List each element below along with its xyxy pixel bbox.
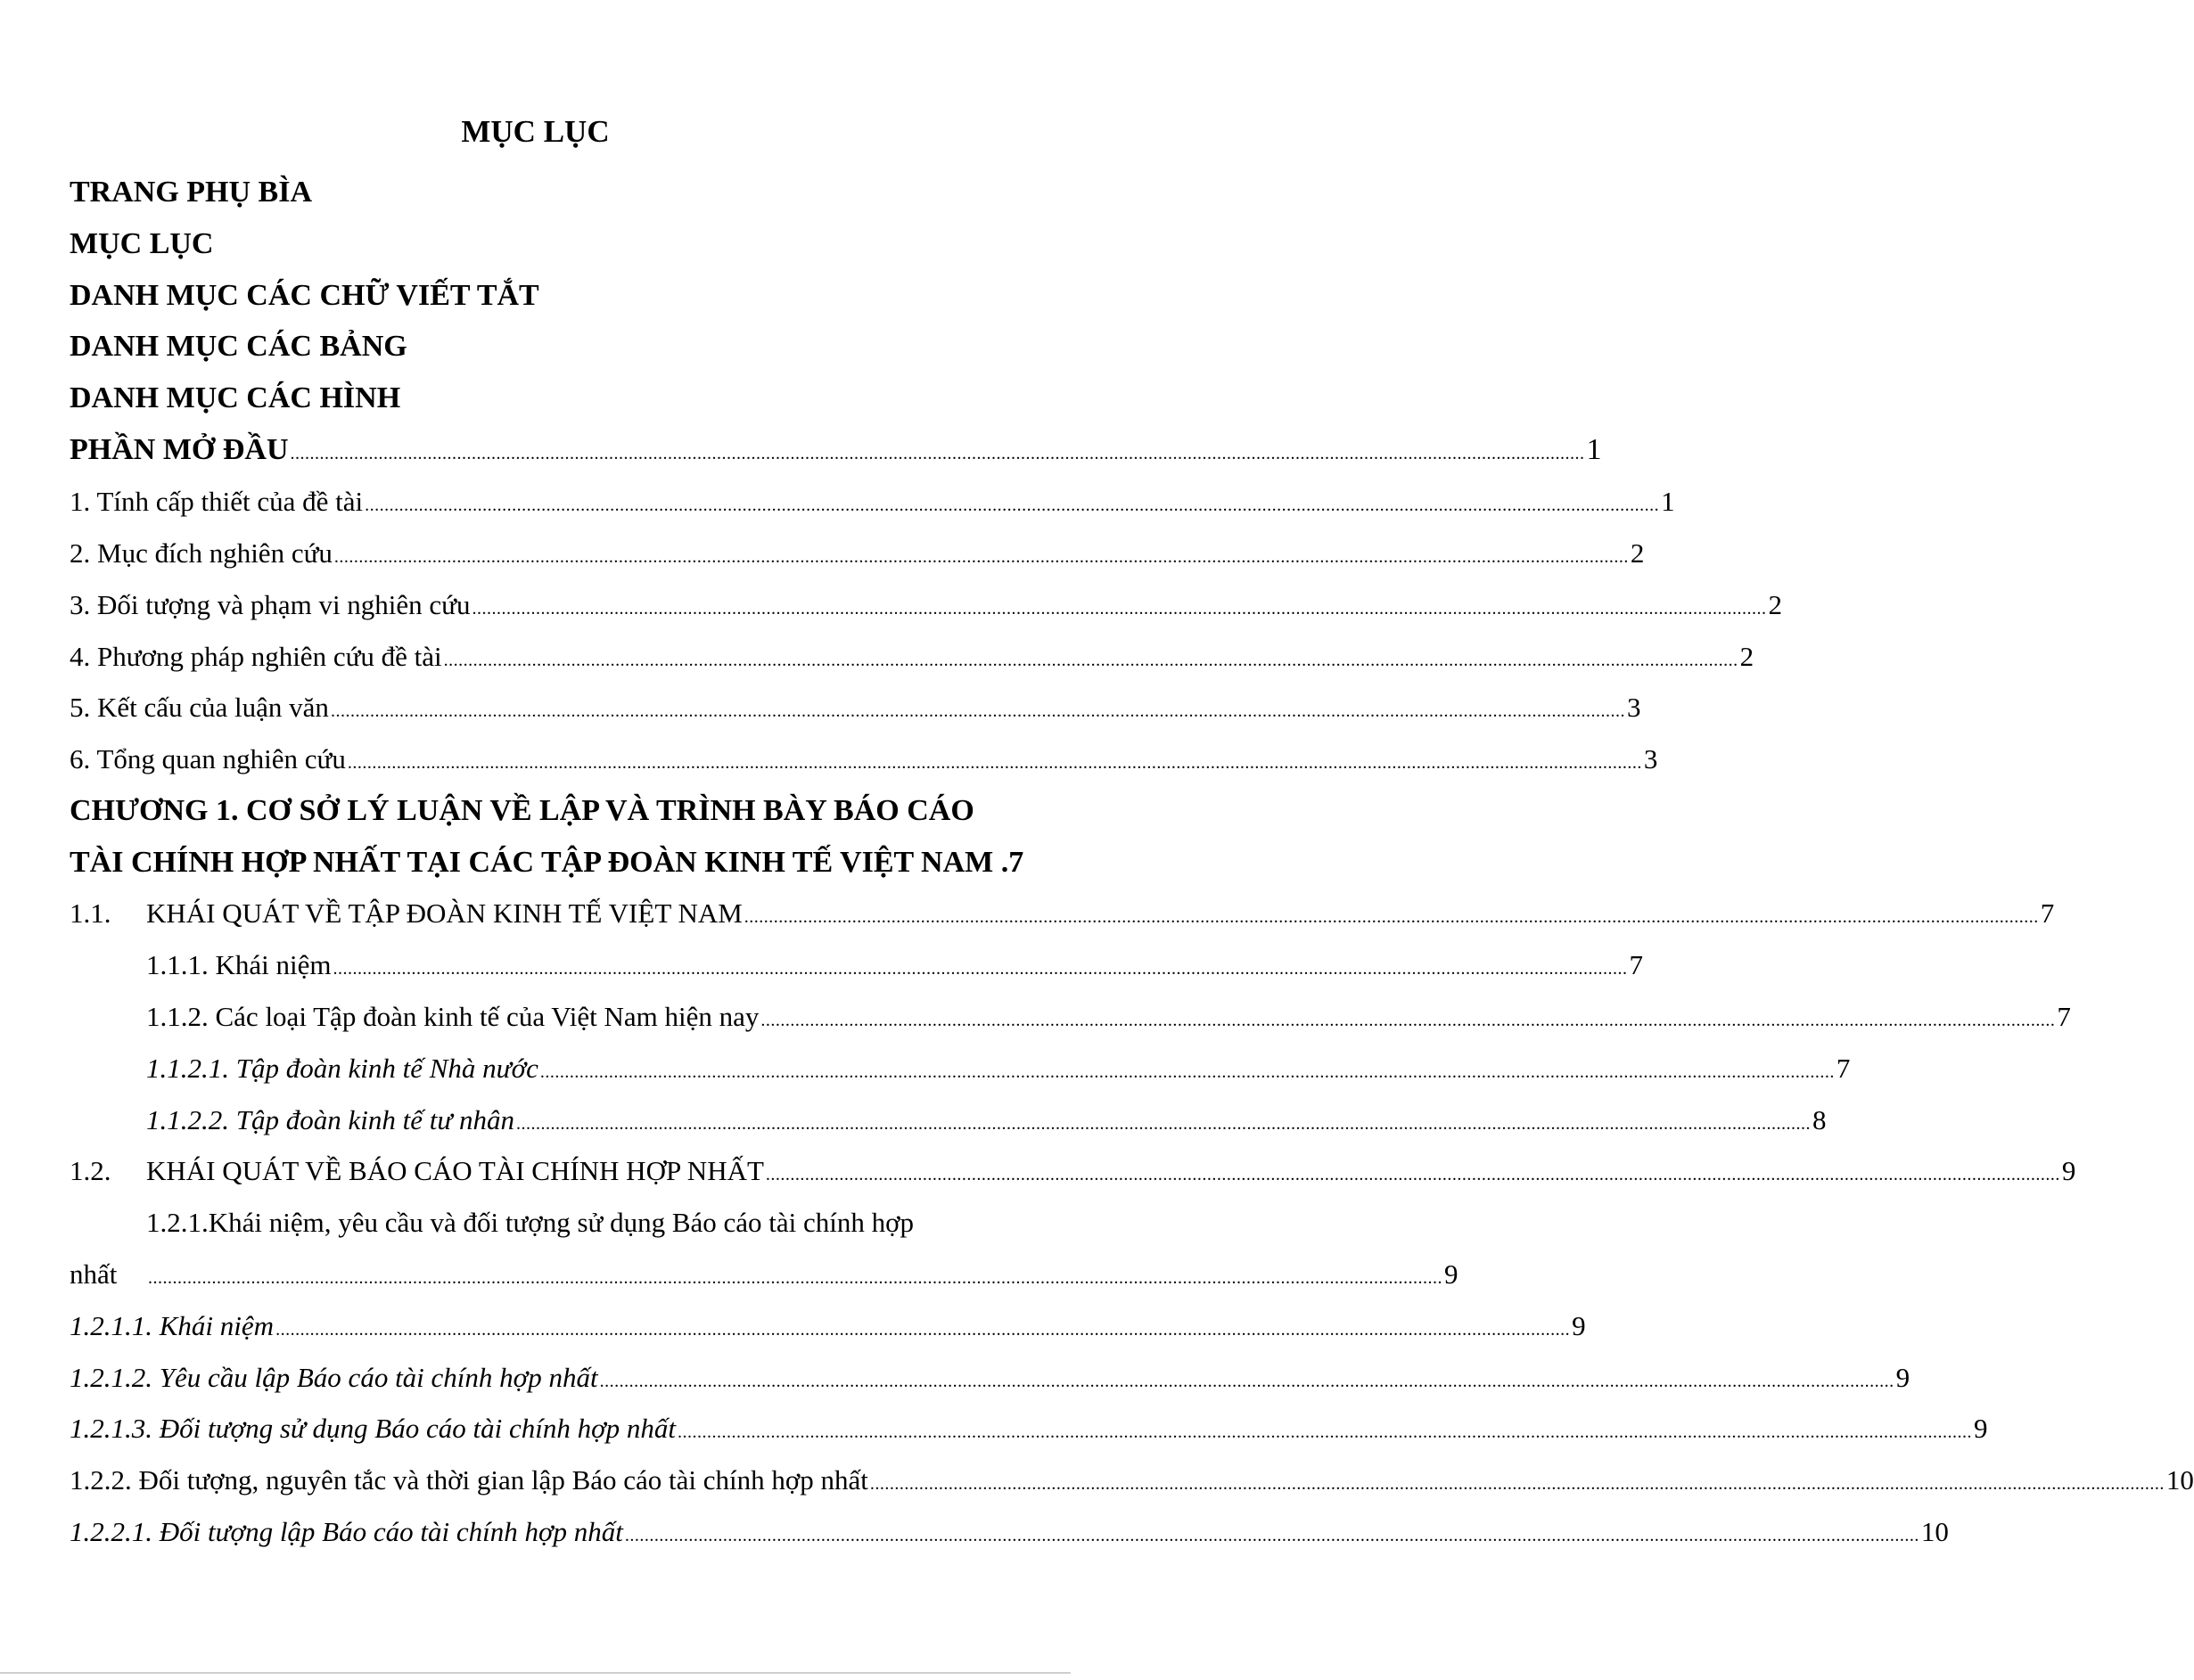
toc-label: 1.2.1.2. Yêu cầu lập Báo cáo tài chính hợp nhất [70, 1362, 598, 1393]
toc-section-1-1-1[interactable] [146, 946, 1643, 985]
toc-label: nhất [70, 1258, 118, 1290]
toc-page-number: 3 [1643, 743, 1658, 774]
toc-number: 1.1. [70, 897, 111, 929]
toc-leader: ........................................................................................................................................................................................................................................................................ [333, 959, 1628, 979]
toc-section-1-2-2[interactable] [70, 1461, 2194, 1500]
toc-label: 1.1.2. Các loại Tập đoàn kinh tế của Việt Nam hiện nay [146, 1001, 760, 1032]
toc-leader: ........................................................................................................................................................................................................................................................................ [599, 1372, 1894, 1391]
toc-leader: ........................................................................................................................................................................................................................................................................ [539, 1062, 1835, 1082]
page-title: MỤC LỤC [461, 114, 610, 149]
toc-section-6[interactable] [70, 740, 1658, 779]
toc-leader: ........................................................................................................................................................................................................................................................................ [148, 1268, 1442, 1288]
toc-leader: ........................................................................................................................................................................................................................................................................ [624, 1526, 1919, 1545]
toc-page-number: 9 [2061, 1155, 2076, 1186]
toc-leader: ........................................................................................................................................................................................................................................................................ [275, 1320, 1571, 1340]
toc-leader: ........................................................................................................................................................................................................................................................................ [290, 444, 1585, 463]
toc-label: 1.1.2.2. Tập đoàn kinh tế tư nhân [146, 1104, 515, 1135]
toc-section-5[interactable] [70, 688, 1641, 727]
toc-label: 1.2.2.1. Đối tượng lập Báo cáo tài chính hợp nhất [70, 1516, 623, 1547]
toc-page-number: 7 [1008, 846, 1024, 879]
toc-leader: ........................................................................................................................................................................................................................................................................ [869, 1474, 2165, 1494]
toc-section-1-2-1-3[interactable] [70, 1409, 1988, 1448]
toc-leader: ........................................................................................................................................................................................................................................................................ [365, 496, 1660, 515]
toc-section-3[interactable] [70, 586, 1782, 625]
toc-page-number: 7 [2057, 1001, 2071, 1032]
toc-label: TÀI CHÍNH HỢP NHẤT TẠI CÁC TẬP ĐOÀN KINH TẾ VIỆT NAM . [70, 846, 1009, 879]
toc-leader: ........................................................................................................................................................................................................................................................................ [765, 1165, 2060, 1184]
toc-section-4[interactable] [70, 637, 1754, 676]
toc-label: 1.2.1.3. Đối tượng sử dụng Báo cáo tài chính hợp nhất [70, 1413, 676, 1444]
toc-section-1-2-1-line1[interactable]: 1.2.1.Khái niệm, yêu cầu và đối tượng sử dụng Báo cáo tài chính hợp [146, 1207, 915, 1238]
toc-section-1-2-2-1[interactable] [70, 1512, 1949, 1552]
toc-page-number: 9 [1572, 1310, 1586, 1341]
toc-page-number: 7 [2040, 897, 2055, 929]
toc-page-number: 3 [1626, 692, 1641, 723]
toc-label: 5. Kết cấu của luận văn [70, 692, 329, 723]
toc-section-1-1-2-2[interactable] [146, 1101, 1827, 1140]
toc-label-group [70, 894, 743, 933]
toc-page-number: 2 [1768, 589, 1782, 620]
toc-leader: ........................................................................................................................................................................................................................................................................ [678, 1422, 1972, 1442]
toc-abbreviations[interactable]: DANH MỤC CÁC CHỮ VIẾT TẮT [70, 279, 539, 312]
toc-label: PHẦN MỞ ĐẦU [70, 433, 289, 466]
toc-label: 1.2.2. Đối tượng, nguyên tắc và thời gian lập Báo cáo tài chính hợp nhất [70, 1464, 868, 1496]
toc-leader: ........................................................................................................................................................................................................................................................................ [744, 907, 2039, 927]
toc-section-1-1-2[interactable] [146, 997, 2071, 1037]
toc-section-1-2-1-line2[interactable] [70, 1255, 1459, 1294]
toc-page-number: 10 [2165, 1464, 2194, 1496]
toc-label: 3. Đối tượng và phạm vi nghiên cứu [70, 589, 471, 620]
page-bottom-edge [0, 1672, 1071, 1674]
toc-list-of-tables[interactable]: DANH MỤC CÁC BẢNG [70, 330, 407, 363]
toc-label: KHÁI QUÁT VỀ BÁO CÁO TÀI CHÍNH HỢP NHẤT [146, 1155, 764, 1186]
toc-label: 1.1.2.1. Tập đoàn kinh tế Nhà nước [146, 1053, 538, 1084]
toc-leader: ........................................................................................................................................................................................................................................................................ [443, 651, 1738, 670]
toc-section-1-2-1-2[interactable] [70, 1358, 1911, 1397]
toc-section-1-1-2-1[interactable] [146, 1049, 1851, 1088]
toc-number: 1.2. [70, 1155, 111, 1186]
toc-label: 1.2.1.1. Khái niệm [70, 1310, 275, 1341]
toc-leader: ........................................................................................................................................................................................................................................................................ [760, 1011, 2056, 1030]
toc-page-number: 1 [1586, 433, 1602, 466]
toc-section-1[interactable] [70, 482, 1675, 521]
toc-leader: ........................................................................................................................................................................................................................................................................ [516, 1114, 1812, 1134]
toc-chapter-1-line2[interactable] [70, 843, 1023, 882]
toc-page-number: 10 [1920, 1516, 1949, 1547]
toc-page-number: 7 [1629, 949, 1643, 980]
toc-label: 2. Mục đích nghiên cứu [70, 537, 333, 569]
toc-page-number: 9 [1895, 1362, 1911, 1393]
toc-section-1-1[interactable] [70, 894, 2055, 933]
toc-page-number: 7 [1836, 1053, 1851, 1084]
toc-section-1-2-1-1[interactable] [70, 1307, 1586, 1346]
toc-page-number: 9 [1444, 1258, 1459, 1290]
toc-label: 1.1.1. Khái niệm [146, 949, 332, 980]
toc-list-of-figures[interactable]: DANH MỤC CÁC HÌNH [70, 381, 401, 414]
toc-page-number: 2 [1739, 641, 1754, 672]
toc-page-number: 8 [1812, 1104, 1827, 1135]
toc-page-number: 1 [1661, 486, 1675, 517]
toc-page-number: 9 [1974, 1413, 1988, 1444]
toc-label: KHÁI QUÁT VỀ TẬP ĐOÀN KINH TẾ VIỆT NAM [146, 897, 743, 929]
toc-leader: ........................................................................................................................................................................................................................................................................ [333, 547, 1629, 567]
toc-label: 6. Tổng quan nghiên cứu [70, 743, 346, 774]
toc-intro[interactable] [70, 430, 1602, 470]
toc-label: 4. Phương pháp nghiên cứu đề tài [70, 641, 442, 672]
toc-leader: ........................................................................................................................................................................................................................................................................ [472, 599, 1767, 619]
toc-section-1-2[interactable] [70, 1151, 2076, 1191]
toc-section-2[interactable] [70, 534, 1645, 573]
toc-table-of-contents[interactable]: MỤC LỤC [70, 227, 214, 260]
toc-chapter-1-line1[interactable]: CHƯƠNG 1. CƠ SỞ LÝ LUẬN VỀ LẬP VÀ TRÌNH BÀY BÁO CÁO [70, 794, 974, 827]
toc-leader: ........................................................................................................................................................................................................................................................................ [347, 753, 1642, 773]
toc-page-number: 2 [1630, 537, 1645, 569]
toc-label-group [70, 1151, 764, 1191]
toc-leader: ........................................................................................................................................................................................................................................................................ [330, 701, 1625, 721]
toc-label: 1. Tính cấp thiết của đề tài [70, 486, 364, 517]
toc-front-cover[interactable]: TRANG PHỤ BÌA [70, 176, 313, 209]
